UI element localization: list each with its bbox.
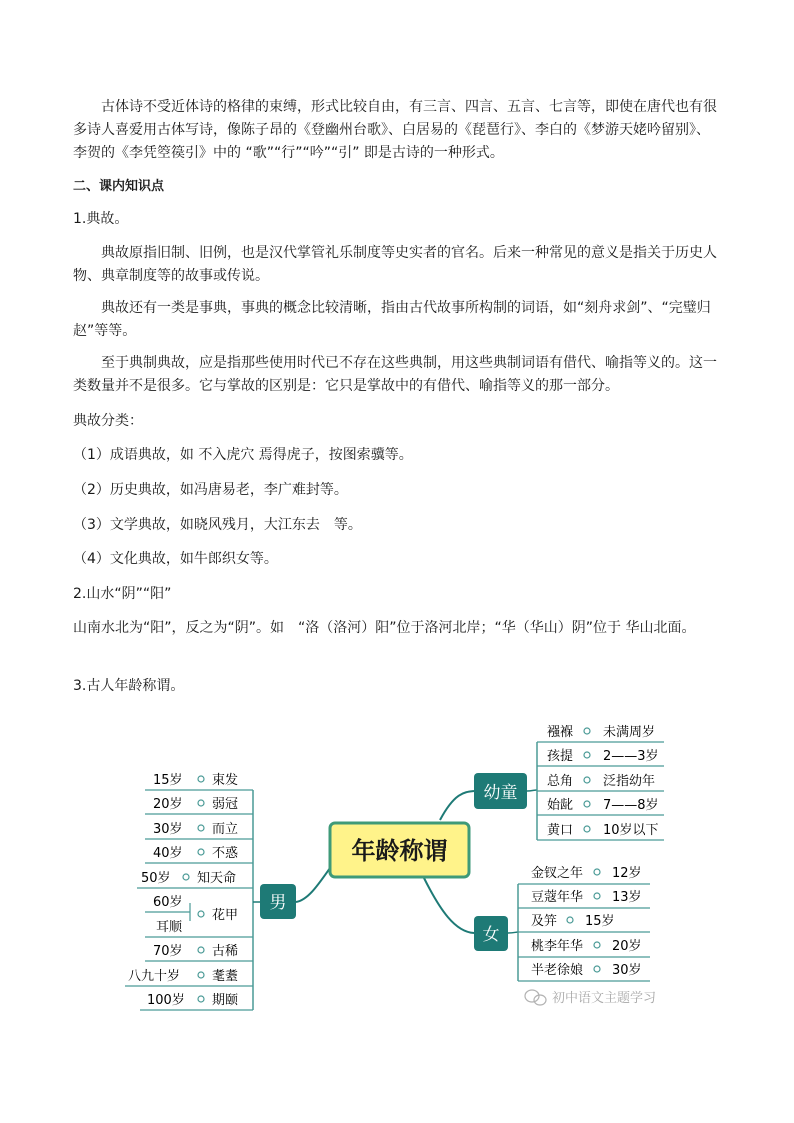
bullet-icon [584, 728, 590, 734]
male-item [153, 845, 238, 861]
female-item [531, 889, 642, 905]
bullet-icon [183, 874, 189, 880]
svg-text:60岁: 60岁 [153, 895, 183, 910]
intro-paragraph: 古体诗不受近体诗的格律的束缚，形式比较自由，有三言、四言、五言、七言等，即使在唐代也有很多诗人喜爱用古体写诗，像陈子昂的《登幽州台歌》、白居易的《琵琶行》、李白的《梦游天姥吟留别》、李贺的《李凭箜篌引》中的 “歌”“行”“吟”“引” 即是古诗的一种形式。 [73, 99, 717, 161]
svg-text:束发: 束发 [212, 773, 239, 788]
bullet-icon [198, 947, 204, 953]
bullet-icon [198, 972, 204, 978]
svg-text:15岁: 15岁 [585, 914, 615, 929]
svg-text:弱冠: 弱冠 [212, 797, 239, 812]
bullet-icon [198, 776, 204, 782]
svg-text:2——3岁: 2——3岁 [603, 749, 659, 764]
child-item [547, 797, 659, 813]
child-item [547, 724, 655, 740]
child-item [547, 822, 659, 838]
bullet-icon [584, 752, 590, 758]
child-item [547, 748, 659, 764]
item1-paragraph-3: 至于典制典故，应是指那些使用时代已不存在这些典制，用这些典制词语有借代、喻指等义的。这一类数量并不是很多。它与掌故的区别是：它只是掌故中的有借代、喻指等义的那一部分。 [73, 355, 717, 394]
female-label: 女 [482, 925, 500, 945]
svg-text:10岁以下: 10岁以下 [603, 823, 659, 838]
male-label: 男 [269, 893, 287, 913]
bullet-icon [198, 996, 204, 1002]
svg-text:耄耋: 耄耋 [212, 969, 239, 984]
child-item [547, 773, 655, 789]
bullet-icon [584, 801, 590, 807]
category-item: （4）文化典故，如牛郎织女等。 [73, 551, 278, 567]
bullet-icon [198, 911, 204, 917]
svg-text:而立: 而立 [212, 822, 239, 837]
watermark-text: 初中语文主题学习 [552, 991, 657, 1006]
svg-text:13岁: 13岁 [612, 890, 642, 905]
svg-text:耳顺: 耳顺 [156, 920, 183, 935]
child-label: 幼童 [483, 783, 518, 803]
bullet-icon [198, 825, 204, 831]
male-item [128, 968, 238, 984]
wechat-icon [525, 990, 546, 1005]
svg-text:黄口: 黄口 [547, 823, 574, 838]
svg-text:70岁: 70岁 [153, 944, 183, 959]
svg-text:30岁: 30岁 [153, 822, 183, 837]
svg-text:孩提: 孩提 [547, 749, 574, 764]
item2-title: 2.山水“阴”“阳” [73, 586, 172, 602]
item1-paragraph-2: 典故还有一类是事典，事典的概念比较清晰，指由古代故事所构制的词语，如“刻舟求剑”、“完璧归赵”等等。 [73, 300, 711, 339]
male-item [153, 772, 238, 788]
svg-text:桃李年华: 桃李年华 [531, 939, 584, 954]
bullet-icon [567, 917, 573, 923]
male-item [153, 943, 238, 959]
svg-text:30岁: 30岁 [612, 963, 642, 978]
female-item [531, 938, 642, 954]
svg-text:期颐: 期颐 [212, 993, 239, 1008]
female-item [531, 913, 615, 929]
svg-text:50岁: 50岁 [141, 871, 171, 886]
bullet-icon [198, 849, 204, 855]
svg-text:20岁: 20岁 [153, 797, 183, 812]
male-item [153, 894, 238, 923]
bullet-icon [594, 869, 600, 875]
svg-text:始龀: 始龀 [547, 798, 574, 813]
svg-text:花甲: 花甲 [212, 908, 239, 923]
svg-text:半老徐娘: 半老徐娘 [531, 963, 584, 978]
category-item: （1）成语典故，如 不入虎穴 焉得虎子，按图索骥等。 [73, 447, 413, 463]
svg-text:金钗之年: 金钗之年 [531, 866, 584, 881]
svg-text:豆蔻年华: 豆蔻年华 [531, 890, 584, 905]
connector-child [440, 791, 474, 820]
category-title: 典故分类： [73, 413, 143, 429]
svg-text:襁褓: 襁褓 [547, 725, 574, 740]
male-item [153, 796, 238, 812]
item3-title: 3.古人年龄称谓。 [73, 678, 185, 694]
female-item [531, 962, 642, 978]
svg-text:古稀: 古稀 [212, 944, 239, 959]
male-item [147, 992, 238, 1008]
svg-text:40岁: 40岁 [153, 846, 183, 861]
svg-text:15岁: 15岁 [153, 773, 183, 788]
bullet-icon [594, 966, 600, 972]
section-title: 二、课内知识点 [73, 179, 165, 194]
svg-text:总角: 总角 [547, 774, 574, 789]
female-item [531, 865, 642, 881]
connector-female [424, 878, 474, 933]
category-item: （2）历史典故，如冯唐易老，李广难封等。 [73, 482, 348, 498]
svg-text:未满周岁: 未满周岁 [603, 725, 656, 740]
svg-text:八九十岁: 八九十岁 [128, 969, 181, 984]
svg-text:100岁: 100岁 [147, 993, 185, 1008]
svg-text:20岁: 20岁 [612, 939, 642, 954]
bullet-icon [594, 942, 600, 948]
bullet-icon [584, 826, 590, 832]
category-item: （3）文学典故，如晓风残月，大江东去 等。 [73, 517, 362, 533]
item1-paragraph-1: 典故原指旧制、旧例，也是汉代掌管礼乐制度等史实者的官名。后来一种常见的意义是指关于历史人物、典章制度等的故事或传说。 [73, 245, 717, 284]
center-label: 年龄称谓 [351, 837, 448, 865]
bullet-icon [198, 800, 204, 806]
male-item [153, 821, 238, 837]
svg-text:及笄: 及笄 [531, 914, 558, 929]
watermark [525, 990, 656, 1006]
item1-title: 1.典故。 [73, 211, 129, 227]
svg-text:不惑: 不惑 [212, 846, 239, 861]
connector-male [296, 868, 330, 902]
svg-text:知天命: 知天命 [197, 871, 237, 886]
svg-text:泛指幼年: 泛指幼年 [603, 774, 656, 789]
svg-text:7——8岁: 7——8岁 [603, 798, 659, 813]
male-item [156, 920, 183, 935]
item2-text: 山南水北为“阳”，反之为“阴”。如 “洛（洛河）阳”位于洛河北岸；“华（华山）阴”位于 华山北面。 [73, 620, 696, 636]
bullet-icon [594, 893, 600, 899]
male-item [141, 870, 236, 886]
bullet-icon [584, 777, 590, 783]
svg-text:12岁: 12岁 [612, 866, 642, 881]
